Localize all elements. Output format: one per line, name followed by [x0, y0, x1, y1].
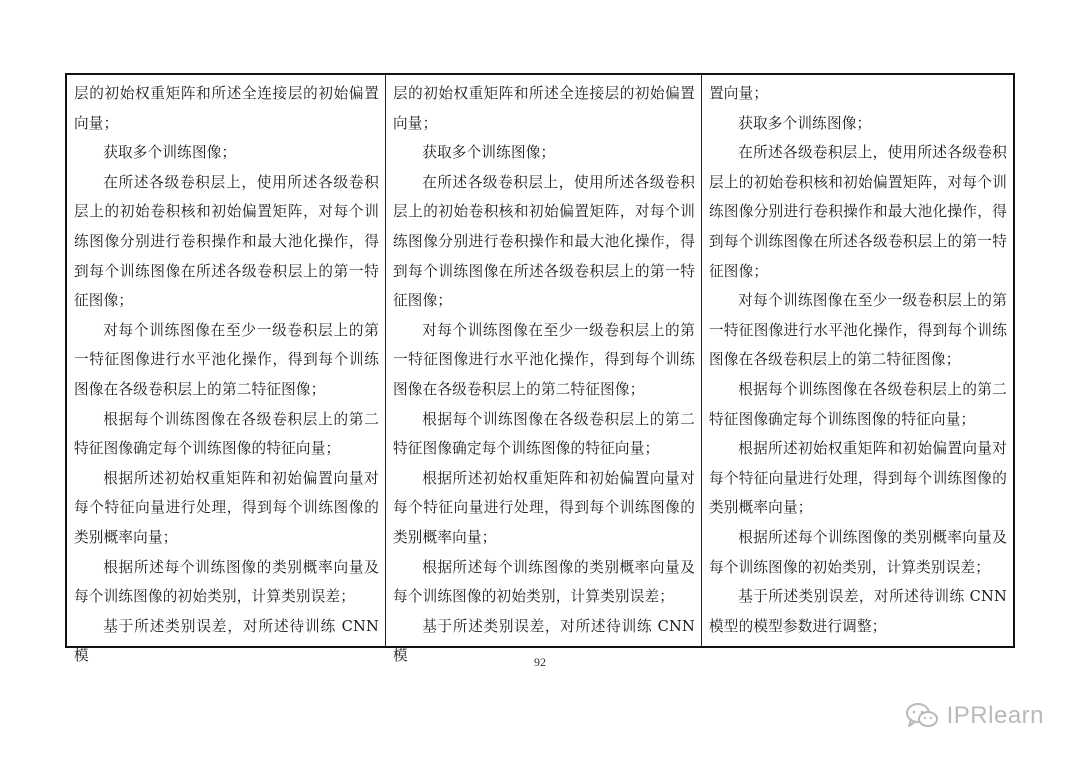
paragraph: 根据所述每个训练图像的类别概率向量及每个训练图像的初始类别，计算类别误差； [709, 528, 1007, 576]
paragraph: 对每个训练图像在至少一级卷积层上的第一特征图像进行水平池化操作，得到每个训练图像在各级卷积层上的第二特征图像； [709, 292, 1007, 369]
paragraph: 获取多个训练图像； [422, 144, 556, 162]
paragraph: 基于所述类别误差，对所述待训练 CNN 模 [74, 617, 379, 665]
wechat-icon [905, 702, 939, 730]
paragraph: 层的初始权重矩阵和所述全连接层的初始偏置向量； [74, 85, 379, 132]
paragraph: 根据每个训练图像在各级卷积层上的第二特征图像确定每个训练图像的特征向量； [393, 410, 695, 458]
paragraph: 基于所述类别误差，对所述待训练 CNN 模型的模型参数进行调整； [709, 588, 1007, 635]
paragraph: 根据每个训练图像在各级卷积层上的第二特征图像确定每个训练图像的特征向量； [74, 410, 379, 458]
paragraph: 基于所述类别误差，对所述待训练 CNN 模 [393, 617, 695, 665]
paragraph: 获取多个训练图像； [738, 114, 872, 132]
watermark-text: IPRlearn [946, 702, 1044, 729]
paragraph: 根据所述每个训练图像的类别概率向量及每个训练图像的初始类别，计算类别误差； [393, 558, 695, 606]
table-column-1 [67, 75, 385, 665]
paragraph: 在所述各级卷积层上，使用所述各级卷积层上的初始卷积核和初始偏置矩阵，对每个训练图像分别进行卷积操作和最大池化操作，得到每个训练图像在所述各级卷积层上的第一特征图像； [393, 173, 695, 310]
paragraph: 在所述各级卷积层上，使用所述各级卷积层上的初始卷积核和初始偏置矩阵，对每个训练图像分别进行卷积操作和最大池化操作，得到每个训练图像在所述各级卷积层上的第一特征图像； [709, 144, 1007, 280]
table-column-3 [701, 75, 1013, 646]
paragraph: 根据所述初始权重矩阵和初始偏置向量对每个特征向量进行处理，得到每个训练图像的类别概率向量； [74, 469, 379, 546]
paragraph: 根据所述每个训练图像的类别概率向量及每个训练图像的初始类别，计算类别误差； [74, 558, 379, 606]
paragraph: 根据每个训练图像在各级卷积层上的第二特征图像确定每个训练图像的特征向量； [709, 380, 1007, 428]
watermark [905, 702, 1044, 730]
page-number: 92 [534, 655, 546, 669]
paragraph: 对每个训练图像在至少一级卷积层上的第一特征图像进行水平池化操作，得到每个训练图像在各级卷积层上的第二特征图像； [393, 321, 695, 398]
paragraph: 置向量； [709, 85, 769, 102]
paragraph: 根据所述初始权重矩阵和初始偏置向量对每个特征向量进行处理，得到每个训练图像的类别概率向量； [393, 469, 695, 546]
paragraph: 在所述各级卷积层上，使用所述各级卷积层上的初始卷积核和初始偏置矩阵，对每个训练图像分别进行卷积操作和最大池化操作，得到每个训练图像在所述各级卷积层上的第一特征图像； [74, 173, 379, 310]
paragraph: 层的初始权重矩阵和所述全连接层的初始偏置向量； [393, 85, 695, 132]
paragraph: 获取多个训练图像； [103, 144, 237, 162]
paragraph: 对每个训练图像在至少一级卷积层上的第一特征图像进行水平池化操作，得到每个训练图像在各级卷积层上的第二特征图像； [74, 321, 379, 398]
paragraph: 根据所述初始权重矩阵和初始偏置向量对每个特征向量进行处理，得到每个训练图像的类别概率向量； [709, 440, 1007, 517]
